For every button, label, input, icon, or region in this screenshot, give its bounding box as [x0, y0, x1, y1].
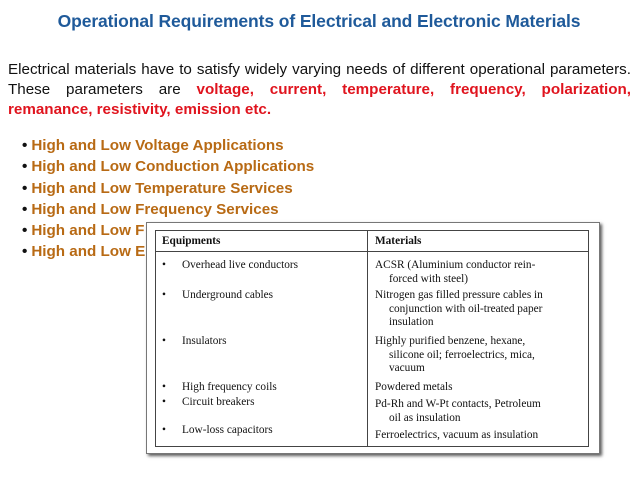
- row-bullet: •: [162, 289, 166, 301]
- table-header-row: [156, 231, 588, 252]
- material-line: oil as insulation: [389, 411, 461, 424]
- material-cell: [375, 429, 585, 443]
- material-line: Powdered metals: [375, 381, 453, 393]
- material-line: Ferroelectrics, vacuum as insulation: [375, 429, 539, 441]
- equipment-cell: High frequency coils: [182, 381, 277, 393]
- bullet-dot: •: [22, 200, 28, 218]
- equipment-cell: Circuit breakers: [182, 396, 255, 408]
- equipment-cell: Low-loss capacitors: [182, 424, 273, 436]
- bullet-dot: •: [22, 222, 28, 240]
- bullet-item: [22, 156, 314, 177]
- column-divider: [367, 231, 368, 446]
- row-bullet: •: [162, 259, 166, 271]
- intro-paragraph: [8, 60, 631, 120]
- intro-text: Electrical materials have to satisfy widely varying needs of different operational parameters. These parameters are: [8, 61, 631, 98]
- material-line: Highly purified benzene, hexane,: [375, 335, 526, 347]
- bullet-dot: •: [22, 158, 28, 176]
- row-bullet: •: [162, 424, 166, 436]
- material-cell: [375, 398, 585, 425]
- material-line: conjunction with oil-treated paper: [389, 302, 543, 315]
- bullet-text: High and Low Voltage Applications: [31, 137, 284, 154]
- header-equipments: Equipments: [162, 235, 221, 247]
- row-bullet: •: [162, 381, 166, 393]
- row-bullet: •: [162, 335, 166, 347]
- equipment-materials-table: [155, 230, 589, 447]
- material-line: Nitrogen gas filled pressure cables in: [375, 289, 543, 301]
- equipment-cell: Underground cables: [182, 289, 274, 301]
- equipment-cell: Overhead live conductors: [182, 259, 299, 271]
- intro-parameters-highlight: voltage, current, temperature, frequency, polarization, remanance, resistivity, emission etc.: [8, 81, 631, 118]
- material-line: Pd-Rh and W-Pt contacts, Petroleum: [375, 398, 541, 410]
- bullet-item: [22, 199, 314, 220]
- bullet-item: [22, 178, 314, 199]
- material-line: silicone oil; ferroelectrics, mica,: [389, 348, 535, 361]
- material-cell: [375, 289, 585, 330]
- bullet-dot: •: [22, 243, 28, 261]
- bullet-text: High and Low Frequency Services: [31, 200, 279, 218]
- material-cell: [375, 381, 585, 395]
- materials-table-figure: [146, 222, 600, 454]
- material-line: vacuum: [389, 362, 425, 374]
- material-cell: [375, 259, 585, 286]
- row-bullet: •: [162, 396, 166, 408]
- material-cell: [375, 335, 585, 376]
- bullet-dot: •: [22, 179, 28, 197]
- header-materials: Materials: [375, 235, 422, 247]
- material-line: forced with steel): [389, 272, 469, 285]
- equipment-cell: Insulators: [182, 335, 227, 347]
- material-line: ACSR (Aluminium conductor rein-: [375, 259, 536, 271]
- bullet-text: High and Low F: [31, 222, 145, 240]
- bullet-text: High and Low E: [31, 243, 146, 261]
- slide-title: Operational Requirements of Electrical and Electronic Materials: [57, 11, 581, 31]
- bullet-dot: •: [22, 137, 28, 154]
- material-line: insulation: [389, 316, 434, 328]
- bullet-item: [22, 135, 314, 156]
- bullet-text: High and Low Conduction Applications: [31, 158, 315, 176]
- bullet-text: High and Low Temperature Services: [31, 179, 293, 197]
